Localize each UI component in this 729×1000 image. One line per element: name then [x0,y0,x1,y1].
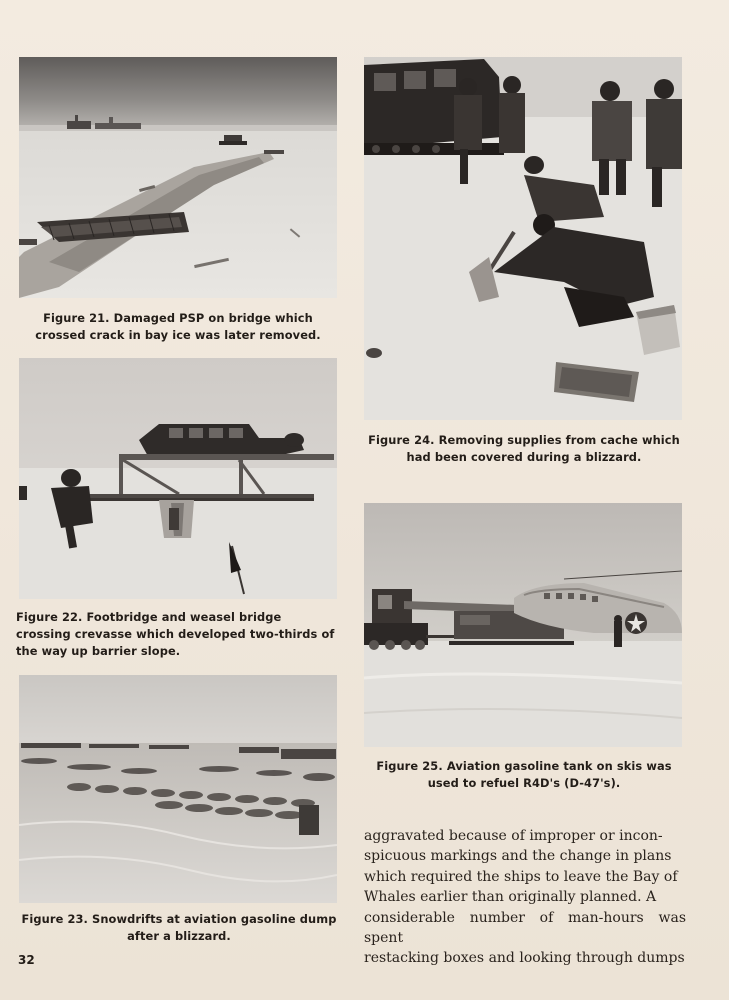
figure-22-photo [19,358,337,599]
figure-24-caption-text: Removing supplies from cache which had been covered during a blizzard. [406,433,680,464]
figure-25-number: Figure 25. [376,759,443,773]
figure-25-photo [364,503,682,747]
figure-23-caption [16,911,342,945]
figure-22-number: Figure 22. [16,610,83,624]
figure-21-caption [16,310,340,344]
figure-25-caption-text: Aviation gasoline tank on skis was used to refuel R4D's (D-47's). [427,759,672,790]
figure-24-caption [360,432,688,466]
figure-24-photo [364,57,682,420]
figure-23-number: Figure 23. [21,912,88,926]
figure-21-number: Figure 21. [43,311,110,325]
figure-21-caption-text: Damaged PSP on bridge which crossed crack in bay ice was later removed. [35,311,321,342]
figure-23-photo [19,675,337,903]
figure-25-caption [362,758,686,792]
figure-23-caption-text: Snowdrifts at aviation gasoline dump after a blizzard. [92,912,337,943]
body-text-paragraph: aggravated because of improper or incon- spicuous markings and the change in plans which required the ships to leave the Bay of Whales earlier than originally planned. A considerable number of man-hours was spent restacking boxes and looking through dumps [364,828,686,967]
figure-24-number: Figure 24. [368,433,435,447]
figure-21-photo [19,57,337,298]
figure-22-caption [16,609,340,660]
figure-22-caption-text: Footbridge and weasel bridge crossing crevasse which developed two-thirds of the way up barrier slope. [16,610,335,658]
page-number: 32 [18,953,35,967]
